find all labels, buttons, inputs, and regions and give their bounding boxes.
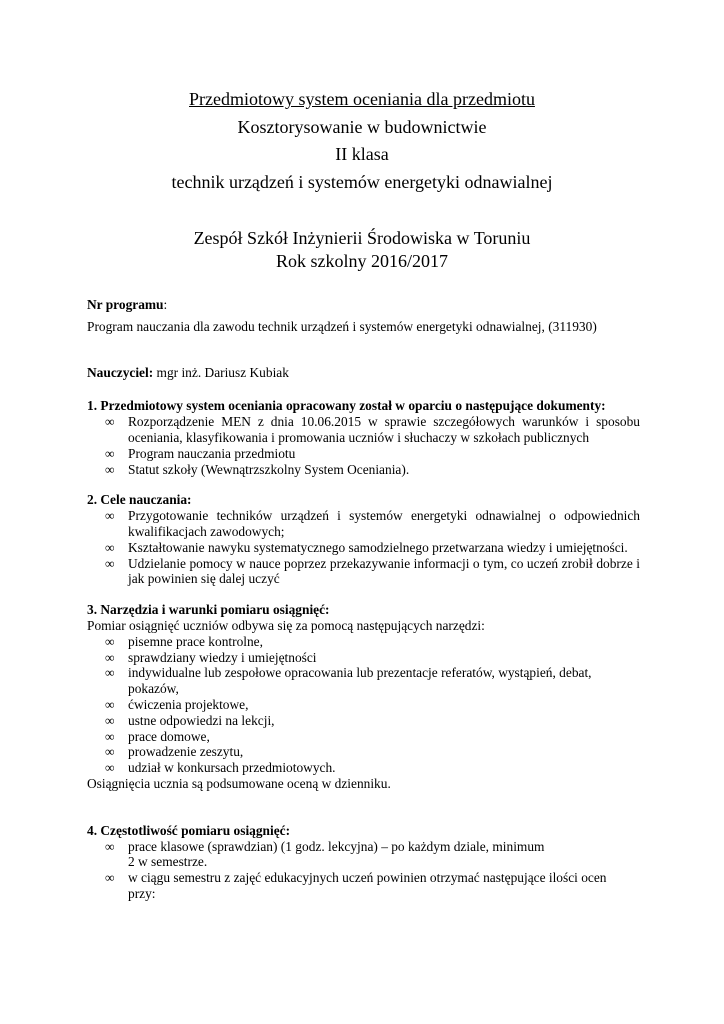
- school-block: [0, 227, 724, 273]
- bullet-icon: ∞: [105, 870, 115, 886]
- bullet-icon: ∞: [105, 696, 115, 712]
- bullet-icon: ∞: [105, 633, 115, 649]
- section3-heading: 3. Narzędzia i warunki pomiaru osiągnięć:: [87, 602, 330, 618]
- list-item: ∞ ustne odpowiedzi na lekcji,: [105, 712, 275, 728]
- list-item: ∞ Rozporządzenie MEN z dnia 10.06.2015 w sprawie szczegółowych warunków i sposobu oceniania, klasyfikowania i promowania uczniów i słuchaczy w szkołach publicznych: [105, 414, 640, 445]
- class-level: II klasa: [335, 144, 389, 164]
- list-item: ∞ Statut szkoły (Wewnątrzszkolny System Oceniania).: [105, 461, 410, 477]
- title-heading: Przedmiotowy system oceniania dla przedmiotu: [189, 89, 535, 109]
- section4-list: [87, 839, 640, 902]
- list-item: ∞ w ciągu semestru z zajęć edukacyjnych uczeń powinien otrzymać następujące ilości ocen przy:: [105, 870, 607, 901]
- list-item: ∞ prace domowe,: [105, 728, 210, 744]
- list-item: ∞ indywidualne lub zespołowe opracowania lub prezentacje referatów, wystąpień, debat, pokazów,: [105, 665, 592, 697]
- section4-heading: 4. Częstotliwość pomiaru osiągnięć:: [87, 822, 291, 838]
- bullet-icon: ∞: [105, 539, 115, 555]
- program-label-line: [87, 297, 640, 313]
- section3-list: [87, 634, 640, 776]
- bullet-icon: ∞: [105, 414, 115, 430]
- list-item: ∞ prowadzenie zeszytu,: [105, 744, 244, 760]
- bullet-icon: ∞: [105, 649, 115, 665]
- bullet-icon: ∞: [105, 760, 115, 776]
- section2-heading: 2. Cele nauczania:: [87, 492, 192, 508]
- bullet-icon: ∞: [105, 712, 115, 728]
- section1-list: [87, 414, 640, 477]
- list-item: ∞ Udzielanie pomocy w nauce poprzez przekazywanie informacji o tym, co uczeń zrobił dobrze i jak powinien się dalej uczyć: [105, 555, 640, 587]
- bullet-icon: ∞: [105, 445, 115, 461]
- bullet-icon: ∞: [105, 728, 115, 744]
- teacher-name: mgr inż. Dariusz Kubiak: [156, 364, 289, 380]
- title-block: [0, 86, 724, 196]
- teacher-line: [87, 365, 640, 381]
- list-item: ∞ Przygotowanie techników urządzeń i systemów energetyki odnawialnej o odpowiednich kwalifikacjach zawodowych;: [105, 508, 640, 539]
- bullet-icon: ∞: [105, 508, 115, 524]
- program-colon: :: [163, 297, 168, 312]
- bullet-icon: ∞: [105, 838, 115, 854]
- bullet-icon: ∞: [105, 744, 115, 760]
- list-item: ∞ udział w konkursach przedmiotowych.: [105, 760, 336, 776]
- section3-closing: Osiągnięcia ucznia są podsumowane oceną w dzienniku.: [87, 775, 391, 791]
- subject-name: Kosztorysowanie w budownictwie: [237, 116, 487, 137]
- bullet-icon: ∞: [105, 665, 115, 681]
- program-label: Nr programu: [87, 297, 164, 312]
- program-text: Program nauczania dla zawodu technik urządzeń i systemów energetyki odnawialnej, (311930): [87, 318, 597, 334]
- school-name: Zespół Szkół Inżynierii Środowiska w Toruniu: [193, 228, 531, 248]
- document-body: [87, 297, 640, 902]
- bullet-icon: ∞: [105, 555, 115, 571]
- list-item: ∞ prace klasowe (sprawdzian) (1 godz. lekcyjna) – po każdym dziale, minimum 2 w semestrze.: [105, 838, 545, 870]
- section3-intro: Pomiar osiągnięć uczniów odbywa się za pomocą następujących narzędzi:: [87, 617, 485, 633]
- list-item: ∞ Program nauczania przedmiotu: [105, 445, 296, 461]
- list-item: ∞ sprawdziany wiedzy i umiejętności: [105, 649, 317, 665]
- bullet-icon: ∞: [105, 461, 115, 477]
- section2-list: [87, 508, 640, 587]
- section1-heading: 1. Przedmiotowy system oceniania opracowany został w oparciu o następujące dokumenty:: [87, 398, 606, 414]
- school-year: Rok szkolny 2016/2017: [275, 251, 448, 271]
- list-item: ∞ ćwiczenia projektowe,: [105, 696, 249, 712]
- list-item: ∞ Kształtowanie nawyku systematycznego samodzielnego przetwarzana wiedzy i umiejętności.: [105, 539, 628, 555]
- profession-name: technik urządzeń i systemów energetyki odnawialnej: [171, 171, 553, 192]
- teacher-label: Nauczyciel:: [87, 364, 154, 380]
- list-item: ∞ pisemne prace kontrolne,: [105, 633, 263, 649]
